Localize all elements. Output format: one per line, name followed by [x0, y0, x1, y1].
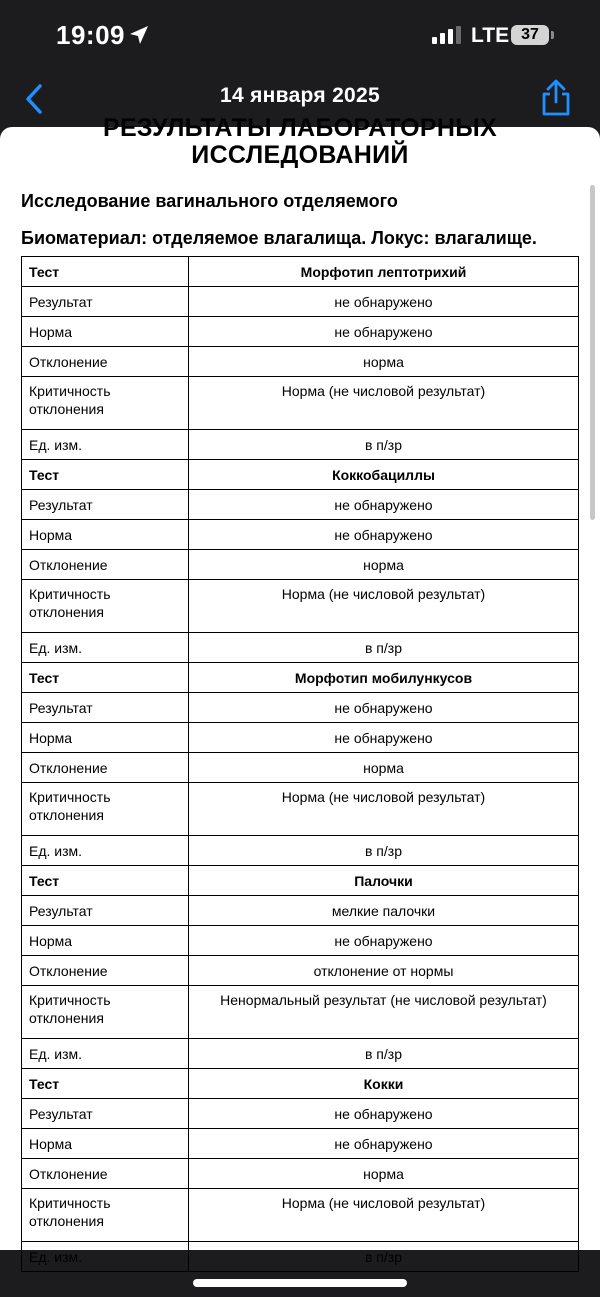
- result-row: [22, 1099, 579, 1129]
- norm-label: Норма: [22, 926, 189, 956]
- deviation-row: [22, 347, 579, 377]
- deviation-row: [22, 753, 579, 783]
- deviation-value: норма: [189, 1159, 579, 1189]
- unit-row: [22, 633, 579, 663]
- unit-row: [22, 836, 579, 866]
- deviation-row: [22, 550, 579, 580]
- location-arrow-icon: [128, 24, 150, 46]
- test-name: Палочки: [189, 866, 579, 896]
- network-type: LTE: [471, 24, 510, 47]
- deviation-label: Отклонение: [22, 753, 189, 783]
- cellular-signal-icon: [432, 26, 462, 44]
- deviation-label: Отклонение: [22, 956, 189, 986]
- unit-label: Ед. изм.: [22, 633, 189, 663]
- result-value: не обнаружено: [189, 490, 579, 520]
- unit-value: в п/зр: [189, 430, 579, 460]
- result-label: Результат: [22, 490, 189, 520]
- norm-value: не обнаружено: [189, 1129, 579, 1159]
- report-title-line-2: ИССЛЕДОВАНИЙ: [191, 141, 409, 169]
- test-name-row: [22, 1069, 579, 1099]
- criticality-row: [22, 377, 579, 430]
- unit-value: в п/зр: [189, 1039, 579, 1069]
- deviation-value: отклонение от нормы: [189, 956, 579, 986]
- deviation-row: [22, 956, 579, 986]
- unit-value: в п/зр: [189, 633, 579, 663]
- norm-row: [22, 317, 579, 347]
- unit-label: Ед. изм.: [22, 430, 189, 460]
- test-label: Тест: [22, 257, 189, 287]
- criticality-label: Критичность отклонения: [22, 986, 189, 1039]
- unit-label: Ед. изм.: [22, 1242, 189, 1272]
- status-bar: [0, 0, 600, 70]
- section-title: Исследование вагинального отделяемого: [21, 191, 398, 211]
- scroll-indicator[interactable]: [590, 185, 595, 520]
- test-name: Морфотип лептотрихий: [189, 257, 579, 287]
- criticality-label: Критичность отклонения: [22, 783, 189, 836]
- result-label: Результат: [22, 693, 189, 723]
- norm-label: Норма: [22, 520, 189, 550]
- criticality-value: Норма (не числовой результат): [189, 580, 579, 633]
- report-title: [0, 115, 600, 169]
- result-row: [22, 896, 579, 926]
- document-content: [0, 115, 600, 1272]
- norm-label: Норма: [22, 723, 189, 753]
- test-name-row: [22, 257, 579, 287]
- home-indicator[interactable]: [193, 1279, 407, 1287]
- unit-label: Ед. изм.: [22, 1039, 189, 1069]
- share-icon: [538, 78, 574, 118]
- result-value: не обнаружено: [189, 287, 579, 317]
- deviation-label: Отклонение: [22, 1159, 189, 1189]
- deviation-label: Отклонение: [22, 347, 189, 377]
- norm-row: [22, 1129, 579, 1159]
- test-name-row: [22, 866, 579, 896]
- criticality-value: Норма (не числовой результат): [189, 1189, 579, 1242]
- unit-label: Ед. изм.: [22, 836, 189, 866]
- criticality-value: Ненормальный результат (не числовой результат): [189, 986, 579, 1039]
- norm-value: не обнаружено: [189, 520, 579, 550]
- deviation-label: Отклонение: [22, 550, 189, 580]
- unit-row: [22, 1039, 579, 1069]
- result-row: [22, 490, 579, 520]
- result-label: Результат: [22, 287, 189, 317]
- norm-row: [22, 723, 579, 753]
- criticality-label: Критичность отклонения: [22, 1189, 189, 1242]
- battery-icon: 37: [511, 25, 549, 45]
- test-label: Тест: [22, 663, 189, 693]
- result-value: не обнаружено: [189, 693, 579, 723]
- norm-label: Норма: [22, 317, 189, 347]
- criticality-row: [22, 1189, 579, 1242]
- result-value: мелкие палочки: [189, 896, 579, 926]
- norm-row: [22, 926, 579, 956]
- criticality-label: Критичность отклонения: [22, 377, 189, 430]
- test-name-row: [22, 460, 579, 490]
- norm-value: не обнаружено: [189, 723, 579, 753]
- test-name: Морфотип мобилункусов: [189, 663, 579, 693]
- test-label: Тест: [22, 1069, 189, 1099]
- criticality-row: [22, 783, 579, 836]
- deviation-row: [22, 1159, 579, 1189]
- deviation-value: норма: [189, 550, 579, 580]
- test-name: Коккобациллы: [189, 460, 579, 490]
- norm-value: не обнаружено: [189, 317, 579, 347]
- results-table: [21, 256, 579, 1272]
- norm-value: не обнаружено: [189, 926, 579, 956]
- result-label: Результат: [22, 1099, 189, 1129]
- criticality-row: [22, 986, 579, 1039]
- nav-title: 14 января 2025: [220, 84, 380, 107]
- report-title-line-1: РЕЗУЛЬТАТЫ ЛАБОРАТОРНЫХ: [102, 114, 497, 142]
- unit-row: [22, 1242, 579, 1272]
- unit-value: в п/зр: [189, 836, 579, 866]
- norm-row: [22, 520, 579, 550]
- norm-label: Норма: [22, 1129, 189, 1159]
- share-button[interactable]: [538, 78, 574, 118]
- criticality-row: [22, 580, 579, 633]
- result-value: не обнаружено: [189, 1099, 579, 1129]
- test-name-row: [22, 663, 579, 693]
- deviation-value: норма: [189, 347, 579, 377]
- status-time: 19:09: [56, 20, 125, 50]
- biomaterial-line: Биоматериал: отделяемое влагалища. Локус: влагалище.: [21, 228, 537, 248]
- document-viewer[interactable]: [0, 114, 600, 1265]
- criticality-value: Норма (не числовой результат): [189, 783, 579, 836]
- criticality-value: Норма (не числовой результат): [189, 377, 579, 430]
- unit-row: [22, 430, 579, 460]
- result-label: Результат: [22, 896, 189, 926]
- result-row: [22, 693, 579, 723]
- deviation-value: норма: [189, 753, 579, 783]
- criticality-label: Критичность отклонения: [22, 580, 189, 633]
- battery-cap: [551, 31, 554, 39]
- test-name: Кокки: [189, 1069, 579, 1099]
- test-label: Тест: [22, 866, 189, 896]
- result-row: [22, 287, 579, 317]
- test-label: Тест: [22, 460, 189, 490]
- unit-value: в п/зр: [189, 1242, 579, 1272]
